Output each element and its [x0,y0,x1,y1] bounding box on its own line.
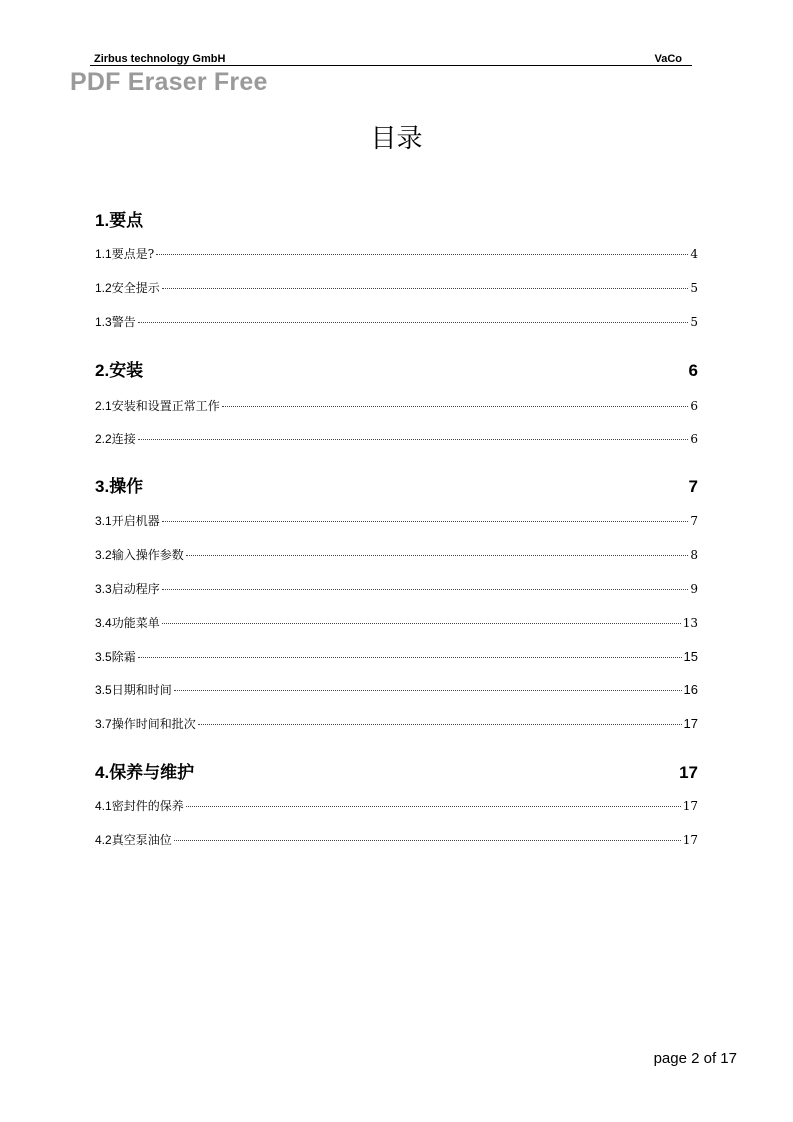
toc-entry-number: 3.7 [95,717,112,731]
toc-entry-page: 6 [690,399,698,413]
toc-entry-page: 13 [682,616,698,630]
toc-entry-text: 除霜 [111,650,136,664]
toc-entry[interactable] [95,831,698,848]
toc-entry-number: 2.2 [95,432,112,446]
toc-entry-page: 17 [679,763,698,782]
toc-entry[interactable] [95,580,698,597]
toc-leader [174,690,682,691]
toc-entry[interactable] [95,681,698,698]
toc-entry[interactable] [95,512,698,529]
toc-leader [162,288,689,289]
toc-entry-page: 7 [690,514,698,528]
toc-entry-text: 日期和时间 [111,683,172,697]
toc-entry-number: 4.1 [95,799,112,813]
toc-entry-text: 开启机器 [111,514,160,528]
toc-entry[interactable] [95,245,698,262]
toc-entry[interactable] [95,206,698,231]
toc-leader [174,840,681,841]
toc-entry[interactable] [95,356,698,381]
page-number: page 2 of 17 [653,1050,737,1067]
toc-entry[interactable] [95,472,698,497]
product-name: VaCo [654,53,682,65]
toc-entry-number: 1.1 [95,247,112,261]
toc-entry[interactable] [95,715,698,732]
toc-entry[interactable] [95,397,698,414]
toc-leader [156,254,688,255]
toc-entry[interactable] [95,546,698,563]
toc-leader [186,806,681,807]
toc-entry-text: 输入操作参数 [111,548,184,562]
toc-entry[interactable] [95,614,698,631]
toc-entry-number: 3.5 [95,650,112,664]
toc-leader [162,623,681,624]
toc-title: 目录 [370,124,423,154]
company-name: Zirbus technology GmbH [94,53,226,65]
toc-leader [222,406,689,407]
toc-entry-number: 1.3 [95,315,112,329]
toc-entry-page: 6 [690,432,698,446]
toc-entry[interactable] [95,313,698,330]
toc-entry-number: 3.5 [95,683,112,697]
toc-leader [162,521,689,522]
toc-entry-page: 6 [688,361,698,380]
toc-entry-text: 操作时间和批次 [111,717,196,731]
toc-entry[interactable] [95,797,698,814]
toc-entry-number: 1.2 [95,281,112,295]
toc-entry-text: 安装和设置正常工作 [111,399,220,413]
toc-entry-page: 5 [690,281,698,295]
page-header [90,53,692,66]
toc-entry-text: 安全提示 [111,281,160,295]
toc-entry-page: 17 [682,799,698,813]
toc-entry-number: 3.1 [95,514,112,528]
toc-leader [138,657,682,658]
toc-entry-page: 15 [683,649,698,664]
toc-entry-number: 2. [95,361,110,380]
toc-entry-text: 安装 [109,361,144,380]
toc-entry-text: 真空泵油位 [111,833,172,847]
toc-entry-page: 17 [683,716,698,731]
toc-entry[interactable] [95,430,698,447]
toc-entry-number: 3. [95,477,110,496]
toc-entry-number: 4.2 [95,833,112,847]
watermark: PDF Eraser Free [70,68,268,96]
toc-entry-text: 要点是? [111,247,155,261]
toc-entry-text: 保养与维护 [109,763,195,782]
toc-leader [198,724,682,725]
toc-entry[interactable] [95,758,698,783]
toc-entry-page: 9 [690,582,698,596]
toc-entry[interactable] [95,648,698,665]
toc-entry-number: 4. [95,763,110,782]
toc-entry-number: 2.1 [95,399,112,413]
toc-entry-page: 17 [682,833,698,847]
toc-entry[interactable] [95,279,698,296]
toc-leader [186,555,689,556]
toc-entry-number: 1. [95,211,110,230]
toc-entry-number: 3.4 [95,616,112,630]
toc-entry-page: 16 [683,682,698,697]
toc-entry-text: 要点 [109,211,144,230]
toc-entry-text: 密封件的保养 [111,799,184,813]
toc-entry-page: 7 [688,477,698,496]
toc-entry-number: 3.2 [95,548,112,562]
toc-entry-text: 连接 [111,432,136,446]
toc-entry-page: 5 [690,315,698,329]
toc-entry-text: 启动程序 [111,582,160,596]
toc-entry-page: 8 [690,548,698,562]
toc-leader [138,439,689,440]
toc-entry-text: 操作 [109,477,144,496]
toc-entry-text: 功能菜单 [111,616,160,630]
toc-entry-page: 4 [690,247,698,261]
toc-entry-number: 3.3 [95,582,112,596]
toc-leader [138,322,689,323]
toc-leader [162,589,689,590]
toc-entry-text: 警告 [111,315,136,329]
